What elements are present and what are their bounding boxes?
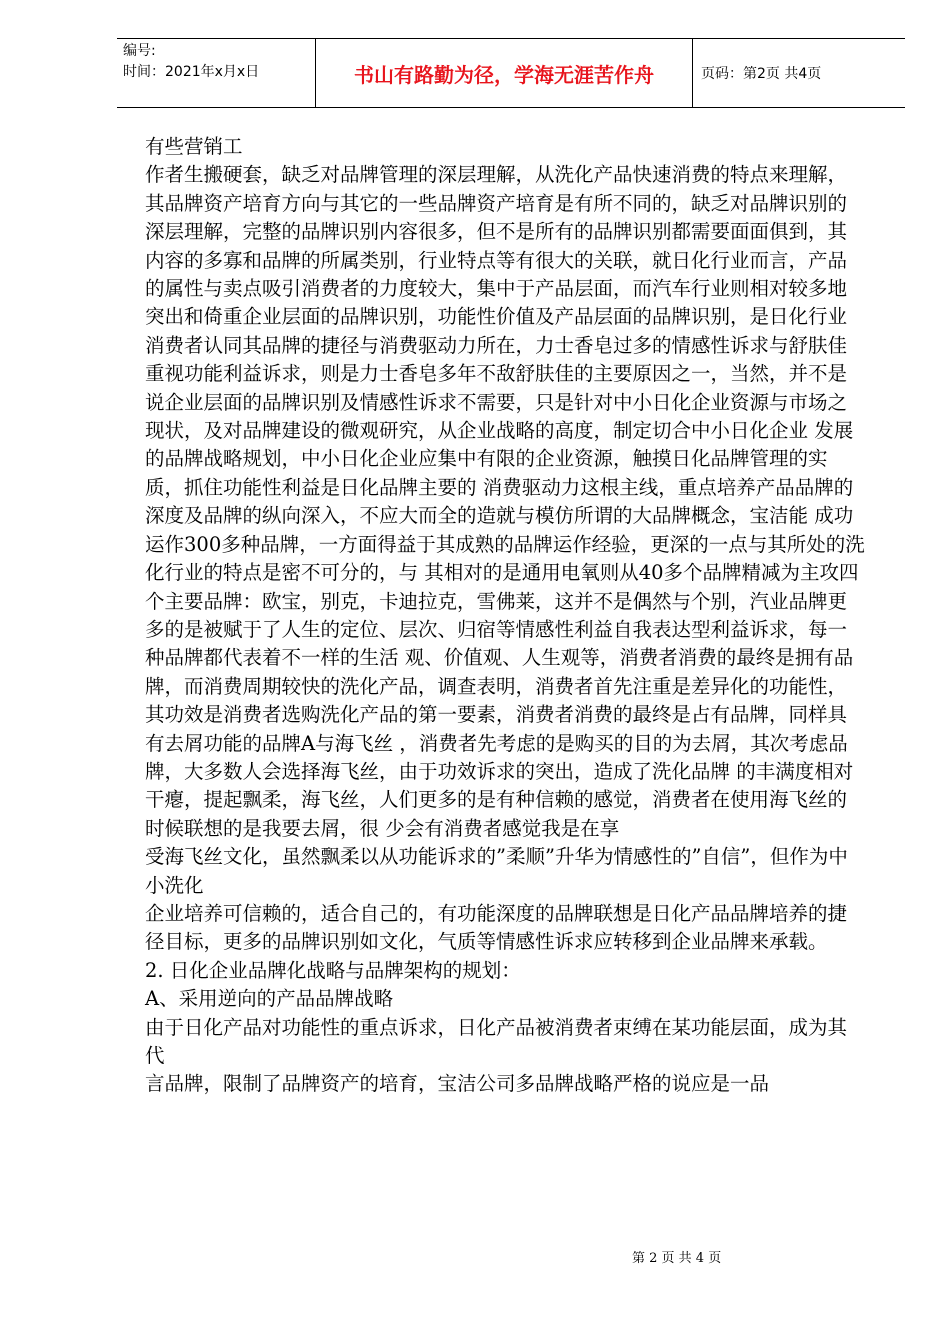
header-meta	[117, 39, 315, 107]
header-motto: 书山有路勤为径，学海无涯苦作舟	[315, 39, 693, 107]
document-body	[145, 133, 865, 1099]
body-paragraph: 由于日化产品对功能性的重点诉求，日化产品被消费者束缚在某功能层面，成为其代	[145, 1015, 848, 1067]
body-paragraph: 言品牌，限制了品牌资产的培育，宝洁公司多品牌战略严格的说应是一品	[145, 1072, 770, 1096]
page-footer: 第 2 页 共 4 页	[632, 1251, 722, 1266]
section-heading: 2. 日化企业品牌化战略与品牌架构的规划：	[145, 958, 521, 982]
body-paragraph: 有些营销工	[145, 135, 243, 158]
body-paragraph: 企业培养可信赖的，适合自己的，有功能深度的品牌联想是日化产品品牌培养的捷径目标，更多的品牌识别如文化，气质等情感性诉求应转移到企业品牌来承载。	[145, 901, 848, 954]
document-number-label: 编号:	[123, 43, 156, 59]
body-paragraph: 受海飞丝文化，虽然飘柔以从功能诉求的”柔顺”升华为情感性的”自信”，但作为中小洗化	[145, 845, 848, 897]
header-page-number: 页码：第2页 共4页	[701, 66, 822, 82]
body-paragraph: 作者生搬硬套，缺乏对品牌管理的深层理解，从洗化产品快速消费的特点来理解，其品牌资产培育方向与其它的一些品牌资产培育是有所不同的，缺乏对品牌识别的深层理解，完整的品牌识别内容很多，但不是所有的品牌识别都需要面面俱到，其内容的多寡和品牌的所属类别，行业特点等有很大的关联，就日化行业而言，产品的属性与卖点吸引消费者的力度较大，集中于产品层面，而汽车行业则相对较多地突出和倚重企业层面的品牌识别，功能性价值及产品层面的品牌识别，是日化行业消费者认同其品牌的捷径与消费驱动力所在，力士香皂过多的情感性诉求与舒肤佳 重视功能利益诉求，则是力士香皂多年不敌舒肤佳的主要原因之一，当然，并不是说企业层面的品牌识别及情感性诉求不需要，只是针对中小日化企业资源与市场之现状，及对品牌建设的微观研究，从企业战略的高度，制定切合中小日化企业 发展的品牌战略规划，中小日化企业应集中有限的企业资源，触摸日化品牌管理的实质，抓住功能性利益是日化品牌主要的 消费驱动力这根主线，重点培养产品品牌的深度及品牌的纵向深入，不应大而全的造就与模仿所谓的大品牌概念，宝洁能 成功运作300多种品牌，一方面得益于其成熟的品牌运作经验，更深的一点与其所处的洗化行业的特点是密不可分的，与 其相对的是通用电氧则从40多个品牌精减为主攻四个主要品牌：欧宝，别克，卡迪拉克，雪佛莱，这并不是偶然与个别，汽业品牌更多的是被赋于了人生的定位、层次、归宿等情感性利益自我表达型利益诉求，每一种品牌都代表着不一样的生活 观、价值观、人生观等，消费者消费的最终是拥有品牌，而消费周期较快的洗化产品，调查表明，消费者首先注重是差异化的功能性，其功效是消费者选购洗化产品的第一要素，消费者消费的最终是占有品牌，同样具有去屑功能的品牌A与海飞丝 ，消费者先考虑的是购买的目的为去屑，其次考虑品牌，大多数人会选择海飞丝，由于功效诉求的突出，造成了洗化品牌 的丰满度相对干瘪，提起飘柔，海飞丝，人们更多的是有种信赖的感觉，消费者在使用海飞丝的时候联想的是我要去屑，很 少会有消费者感觉我是在享	[145, 163, 865, 840]
subsection-heading: A、采用逆向的产品品牌战略	[145, 987, 394, 1011]
document-time-label: 时间：2021年x月x日	[123, 64, 260, 80]
page-header	[117, 38, 905, 108]
